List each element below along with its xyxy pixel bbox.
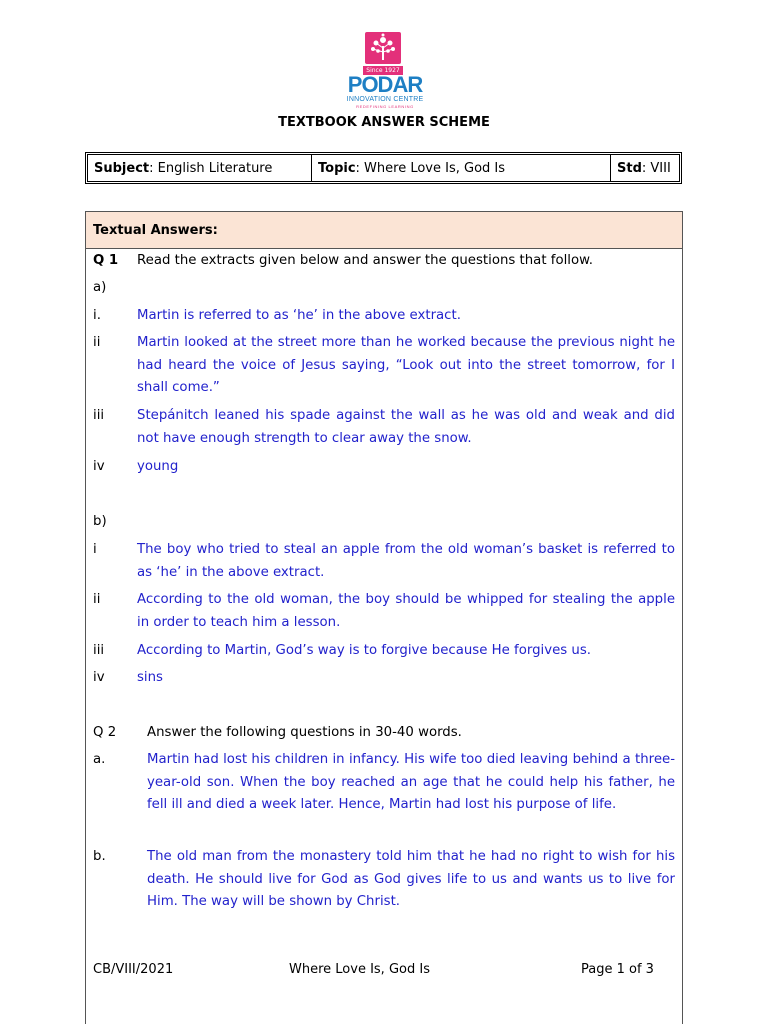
subject-info-table <box>85 152 682 184</box>
topic-label: Topic <box>318 160 356 176</box>
item-text: The old man from the monastery told him that he had no right to wish for his death. He should live for God as God gives life to us and wants us to live for Him. The way will be shown by Christ. <box>147 849 675 909</box>
item-text: Martin is referred to as ‘he’ in the above extract. <box>137 308 461 323</box>
item-number: iii <box>93 643 105 658</box>
footer-page-number: Page 1 of 3 <box>581 962 654 977</box>
item-number: a) <box>93 280 107 295</box>
footer-code: CB/VIII/2021 <box>93 962 174 977</box>
item-number: b. <box>93 849 106 864</box>
item-text: Stepánitch leaned his spade against the wall as he was old and weak and did not have enough strength to clear away the snow. <box>137 408 675 446</box>
item-text: Read the extracts given below and answer the questions that follow. <box>137 253 593 268</box>
textual-answers-section <box>85 211 683 1024</box>
item-text: According to the old woman, the boy should be whipped for stealing the apple in order to teach him a lesson. <box>137 592 675 630</box>
item-number: iv <box>93 459 105 474</box>
answers-heading <box>86 212 682 249</box>
logo-tagline: REDEFINING LEARNING <box>356 104 414 109</box>
std-cell <box>610 155 679 181</box>
podar-logo <box>336 30 434 108</box>
item-number: ii <box>93 335 101 350</box>
item-text: Martin had lost his children in infancy. His wife too died leaving behind a three-year-old son. When the boy reached an age that he could help his father, he fell ill and died a week later. Hence, Martin had lost his purpose of life. <box>147 752 675 812</box>
subject-cell <box>88 155 311 181</box>
std-value: : VIII <box>641 160 671 176</box>
answers-heading-label: Textual Answers: <box>93 222 218 238</box>
document-title: TEXTBOOK ANSWER SCHEME <box>278 115 490 130</box>
item-text: Answer the following questions in 30-40 words. <box>147 725 462 740</box>
topic-cell <box>311 155 610 181</box>
item-number: ii <box>93 592 101 607</box>
footer-title: Where Love Is, God Is <box>289 962 430 977</box>
item-number: a. <box>93 752 106 767</box>
item-number: i. <box>93 308 101 323</box>
std-label: Std <box>617 160 642 176</box>
item-number: b) <box>93 514 107 529</box>
item-number: i <box>93 542 97 557</box>
logo-since: Since 1927 <box>363 66 403 75</box>
item-number: Q 2 <box>93 725 117 740</box>
tree-icon <box>365 32 401 64</box>
subject-label: Subject <box>94 160 150 176</box>
logo-subtitle: INNOVATION CENTRE <box>346 96 424 103</box>
item-text: sins <box>137 670 163 685</box>
item-number: Q 1 <box>93 253 119 268</box>
item-text: The boy who tried to steal an apple from the old woman’s basket is referred to as ‘he’ in the above extract. <box>137 542 675 580</box>
item-text: young <box>137 459 179 474</box>
item-number: iv <box>93 670 105 685</box>
logo-brand: PODAR <box>347 72 423 97</box>
topic-value: : Where Love Is, God Is <box>355 160 506 176</box>
item-text: Martin looked at the street more than he worked because the previous night he had heard the voice of Jesus saying, “Look out into the street tomorrow, for I shall come.” <box>137 335 675 395</box>
item-number: iii <box>93 408 105 423</box>
item-text: According to Martin, God’s way is to forgive because He forgives us. <box>137 643 592 658</box>
subject-value: : English Literature <box>149 160 273 176</box>
